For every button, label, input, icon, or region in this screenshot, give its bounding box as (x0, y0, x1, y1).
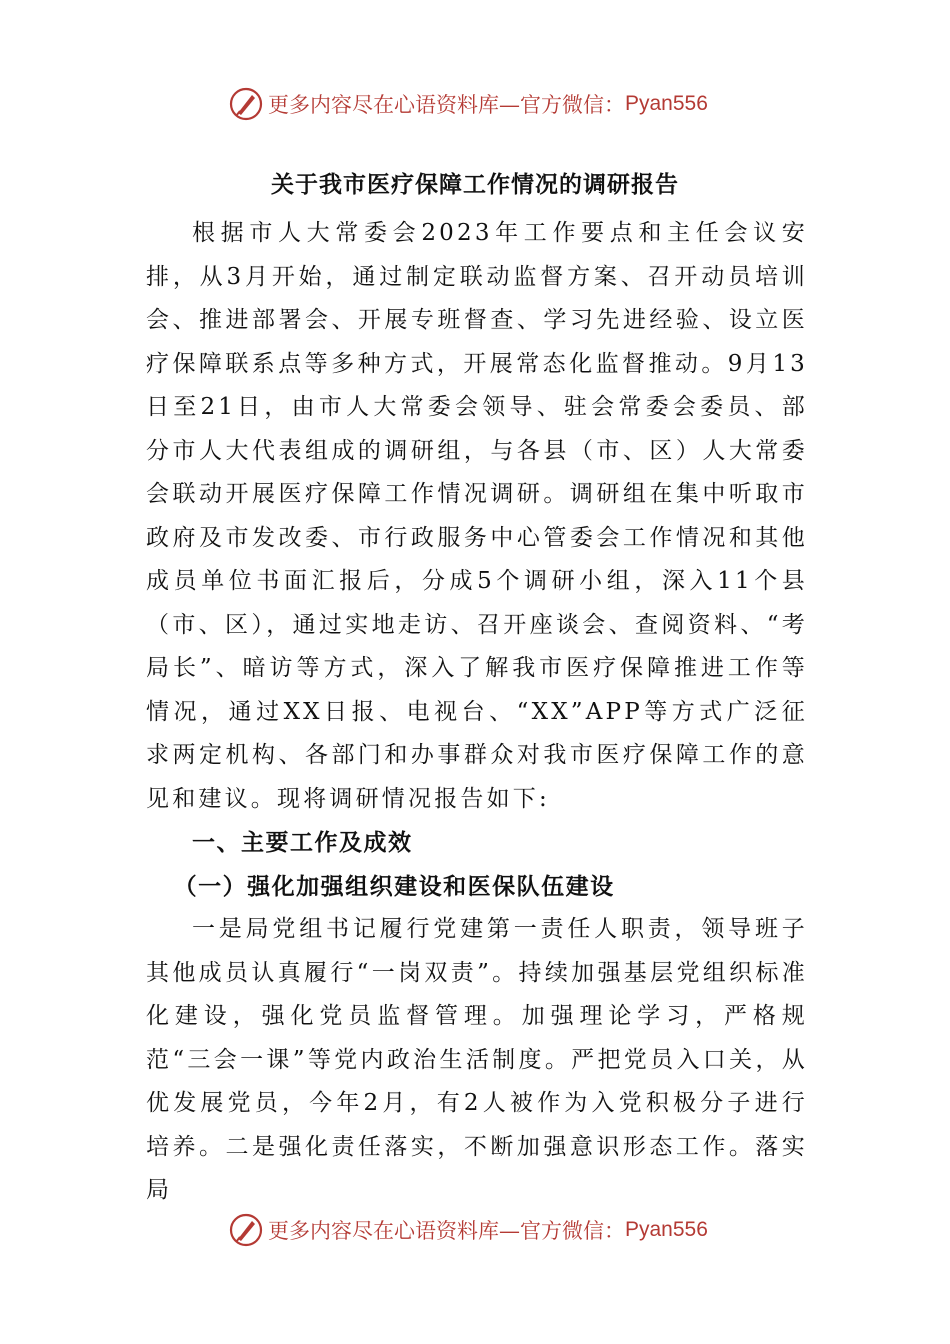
header-watermark-banner (228, 84, 708, 124)
watermark-wechat-id: Pyan556 (625, 1218, 708, 1241)
watermark-slogan: 更多内容尽在心语资料库—官方微信： (268, 93, 625, 117)
document-title: 关于我市医疗保障工作情况的调研报告 (271, 171, 679, 198)
watermark-wechat-id: Pyan556 (625, 92, 708, 115)
quill-pen-logo-icon (228, 86, 264, 122)
subsection-heading-1: （一）强化加强组织建设和医保队伍建设 (173, 872, 615, 900)
watermark-slogan: 更多内容尽在心语资料库—官方微信： (268, 1219, 625, 1243)
intro-paragraph: 根据市人大常委会2023年工作要点和主任会议安排，从3月开始，通过制定联动监督方案、召开动员培训会、推进部署会、开展专班督查、学习先进经验、设立医疗保障联系点等多种方式，开展常态化监督推动。9月13日至21日，由市人大常委会领导、驻会常委会委员、部分市人大代表组成的调研组，与各县（市、区）人大常委会联动开展医疗保障工作情况调研。调研组在集中听取市政府及市发改委、市行政服务中心管委会工作情况和其他成员单位书面汇报后，分成5个调研小组，深入11个县（市、区），通过实地走访、召开座谈会、查阅资料、“考局长”、暗访等方式，深入了解我市医疗保障推进工作等情况，通过XX日报、电视台、“XX”APP等方式广泛征求两定机构、各部门和办事群众对我市医疗保障工作的意见和建议。现将调研情况报告如下: (146, 220, 808, 812)
subsection-paragraph-1: 一是局党组书记履行党建第一责任人职责，领导班子其他成员认真履行“一岗双责”。持续加强基层党组织标准化建设，强化党员监督管理。加强理论学习，严格规范“三会一课”等党内政治生活制度。严把党员入口关，从优发展党员，今年2月，有2人被作为入党积极分子进行培养。二是强化责任落实，不断加强意识形态工作。落实局 (146, 916, 808, 1203)
quill-pen-logo-icon (228, 1212, 264, 1248)
section-heading-1: 一、主要工作及成效 (192, 829, 413, 856)
footer-watermark-banner (228, 1210, 708, 1250)
document-body (146, 212, 808, 1213)
